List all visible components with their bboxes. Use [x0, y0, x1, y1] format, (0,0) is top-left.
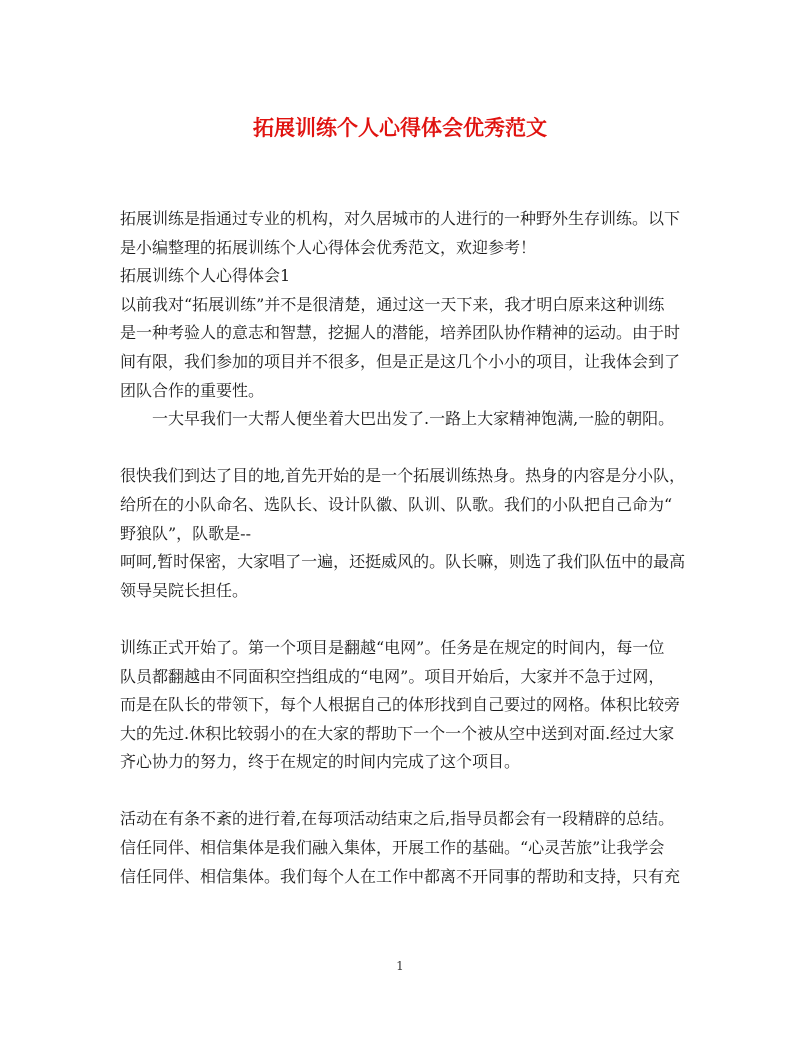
paragraph-line: 队员都翻越由不同面积空挡组成的“电网”。项目开始后，大家并不急于过网，	[120, 666, 665, 686]
paragraph-gap	[120, 605, 688, 634]
paragraph-line: 呵呵,暂时保密，大家唱了一遍，还挺威风的。队长嘛，则选了我们队伍中的最高	[120, 552, 686, 572]
paragraph-line: 齐心协力的努力，终于在规定的时间内完成了这个项目。	[120, 752, 521, 772]
paragraph-line: 以前我对“拓展训练”并不是很清楚，通过这一天下来，我才明白原来这种训练	[120, 294, 665, 314]
paragraph-line: 领导吴院长担任。	[120, 580, 249, 600]
paragraph-line: 间有限，我们参加的项目并不很多，但是正是这几个小小的项目，让我体会到了	[120, 351, 681, 371]
paragraph-gap	[120, 434, 688, 463]
paragraph-line: 是一种考验人的意志和智慧，挖掘人的潜能，培养团队协作精神的运动。由于时	[120, 323, 681, 343]
paragraph-line: 而是在队长的带领下，每个人根据自己的体形找到自己要过的网格。体积比较旁	[120, 695, 681, 715]
document-title: 拓展训练个人心得体会优秀范文	[253, 115, 547, 140]
paragraph-line: 团队合作的重要性。	[120, 380, 265, 400]
paragraph-line: 训练正式开始了。第一个项目是翻越“电网”。任务是在规定的时间内，每一位	[120, 637, 665, 657]
paragraph-line: 信任同伴、相信集体。我们每个人在工作中都离不开同事的帮助和支持，只有充	[120, 866, 681, 886]
page-number: 1	[396, 959, 404, 973]
document-body	[120, 205, 688, 891]
paragraph-gap	[120, 777, 688, 806]
paragraph-line: 信任同伴、相信集体是我们融入集体，开展工作的基础。“心灵苦旅”让我学会	[120, 838, 665, 858]
paragraph-line: 野狼队”，队歌是--	[120, 523, 251, 543]
paragraph-line: 拓展训练是指通过专业的机构，对久居城市的人进行的一种野外生存训练。以下	[120, 209, 681, 228]
paragraph-line: 很快我们到达了目的地,首先开始的是一个拓展训练热身。热身的内容是分小队，	[120, 466, 686, 486]
paragraph-line: 一大早我们一大帮人便坐着大巴出发了.一路上大家精神饱满,一脸的朝阳。	[152, 409, 675, 429]
paragraph-line: 大的先过.休积比较弱小的在大家的帮助下一个一个被从空中送到对面.经过大家	[120, 723, 675, 743]
paragraph-line: 是小编整理的拓展训练个人心得体会优秀范文，欢迎参考！	[120, 237, 537, 257]
section-heading: 拓展训练个人心得体会1	[120, 266, 291, 286]
paragraph-line: 给所在的小队命名、选队长、设计队徽、队训、队歌。我们的小队把自己命为“	[120, 494, 673, 514]
paragraph-line: 活动在有条不紊的进行着,在每项活动结束之后,指导员都会有一段精辟的总结。	[120, 809, 675, 829]
